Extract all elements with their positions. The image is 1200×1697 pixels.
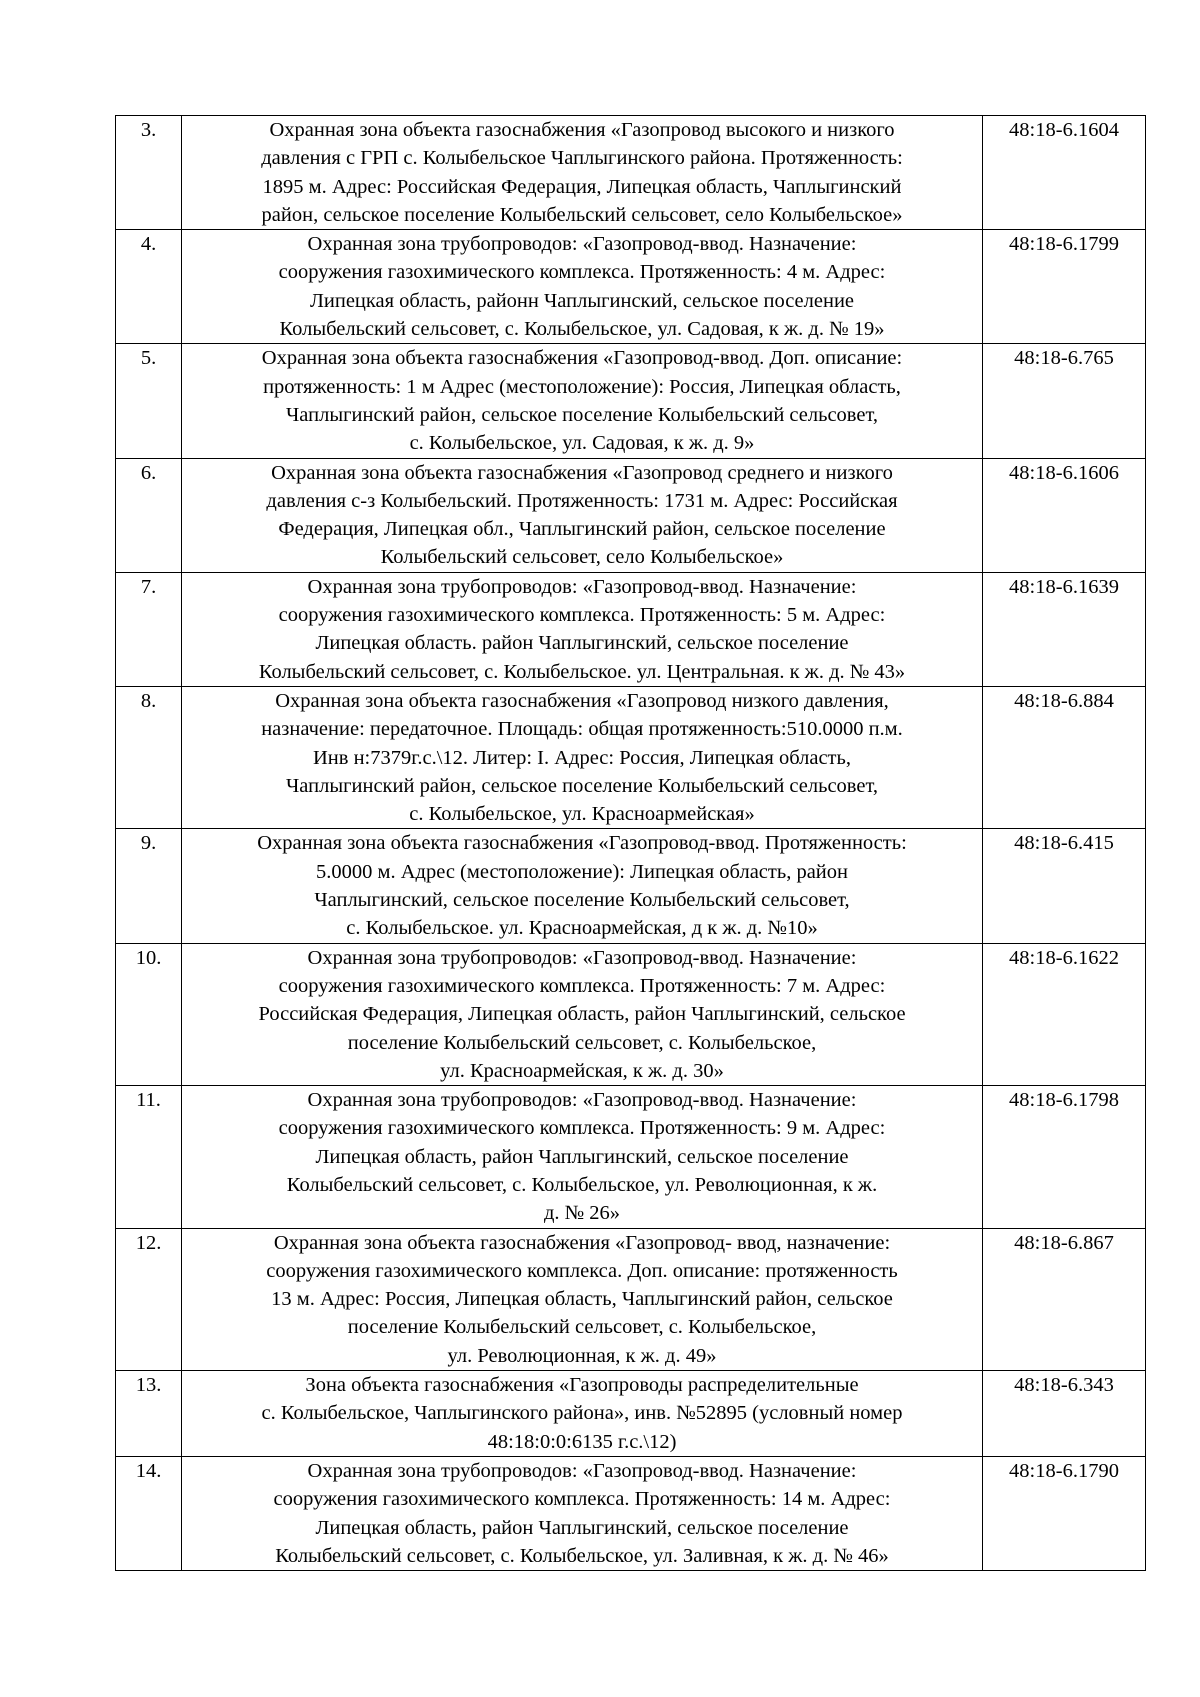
zone-description: Зона объекта газоснабжения «Газопроводы распределительные с. Колыбельское, Чаплыгинского района», инв. №52895 (условный номер 48:18:0:0:6135 г.с.\12): [182, 1371, 983, 1457]
zone-description: Охранная зона объекта газоснабжения «Газопровод-ввод. Доп. описание: протяженность: 1 м Адрес (местоположение): Россия, Липецкая область, Чаплыгинский район, сельское поселение Колыбельский сельсовет, с. Колыбельское, ул. Садовая, к ж. д. 9»: [182, 344, 983, 458]
zone-description: Охранная зона объекта газоснабжения «Газопровод низкого давления, назначение: передаточное. Площадь: общая протяженность:510.0000 п.м. Инв н:7379г.с.\12. Литер: I. Адрес: Россия, Липецкая область, Чаплыгинский район, сельское поселение Колыбельский сельсовет, с. Колыбельское, ул. Красноармейская»: [182, 686, 983, 828]
row-number: 7.: [116, 572, 182, 686]
zone-description: Охранная зона трубопроводов: «Газопровод-ввод. Назначение: сооружения газохимического комплекса. Протяженность: 5 м. Адрес: Липецкая область. район Чаплыгинский, сельское поселение Колыбельский сельсовет, с. Колыбельское. ул. Центральная. к ж. д. № 43»: [182, 572, 983, 686]
registry-number: 48:18-6.415: [983, 829, 1146, 943]
row-number: 6.: [116, 458, 182, 572]
registry-number: 48:18-6.867: [983, 1228, 1146, 1370]
zone-description: Охранная зона объекта газоснабжения «Газопровод- ввод, назначение: сооружения газохимического комплекса. Доп. описание: протяженность 13 м. Адрес: Россия, Липецкая область, Чаплыгинский район, сельское поселение Колыбельский сельсовет, с. Колыбельское, ул. Революционная, к ж. д. 49»: [182, 1228, 983, 1370]
registry-number: 48:18-6.1639: [983, 572, 1146, 686]
row-number: 11.: [116, 1086, 182, 1228]
table-row: [116, 1371, 1146, 1457]
zone-description: Охранная зона трубопроводов: «Газопровод-ввод. Назначение: сооружения газохимического комплекса. Протяженность: 14 м. Адрес: Липецкая область, район Чаплыгинский, сельское поселение Колыбельский сельсовет, с. Колыбельское, ул. Заливная, к ж. д. № 46»: [182, 1456, 983, 1570]
row-number: 9.: [116, 829, 182, 943]
table-row: [116, 116, 1146, 230]
zone-description: Охранная зона объекта газоснабжения «Газопровод среднего и низкого давления с-з Колыбельский. Протяженность: 1731 м. Адрес: Российская Федерация, Липецкая обл., Чаплыгинский район, сельское поселение Колыбельский сельсовет, село Колыбельское»: [182, 458, 983, 572]
zone-description: Охранная зона объекта газоснабжения «Газопровод-ввод. Протяженность: 5.0000 м. Адрес (местоположение): Липецкая область, район Чаплыгинский, сельское поселение Колыбельский сельсовет, с. Колыбельское. ул. Красноармейская, д к ж. д. №10»: [182, 829, 983, 943]
zone-description: Охранная зона трубопроводов: «Газопровод-ввод. Назначение: сооружения газохимического комплекса. Протяженность: 9 м. Адрес: Липецкая область, район Чаплыгинский, сельское поселение Колыбельский сельсовет, с. Колыбельское, ул. Революционная, к ж. д. № 26»: [182, 1086, 983, 1228]
table-row: [116, 1456, 1146, 1570]
table-row: [116, 943, 1146, 1085]
registry-number: 48:18-6.1799: [983, 230, 1146, 344]
registry-number: 48:18-6.1798: [983, 1086, 1146, 1228]
registry-number: 48:18-6.1790: [983, 1456, 1146, 1570]
table-row: [116, 686, 1146, 828]
row-number: 12.: [116, 1228, 182, 1370]
table-row: [116, 230, 1146, 344]
zone-description: Охранная зона трубопроводов: «Газопровод-ввод. Назначение: сооружения газохимического комплекса. Протяженность: 4 м. Адрес: Липецкая область, районн Чаплыгинский, сельское поселение Колыбельский сельсовет, с. Колыбельское, ул. Садовая, к ж. д. № 19»: [182, 230, 983, 344]
row-number: 13.: [116, 1371, 182, 1457]
table-row: [116, 1086, 1146, 1228]
row-number: 5.: [116, 344, 182, 458]
registry-number: 48:18-6.1606: [983, 458, 1146, 572]
table-row: [116, 458, 1146, 572]
row-number: 4.: [116, 230, 182, 344]
table-row: [116, 344, 1146, 458]
row-number: 10.: [116, 943, 182, 1085]
table-row: [116, 1228, 1146, 1370]
zone-description: Охранная зона объекта газоснабжения «Газопровод высокого и низкого давления с ГРП с. Колыбельское Чаплыгинского района. Протяженность: 1895 м. Адрес: Российская Федерация, Липецкая область, Чаплыгинский район, сельское поселение Колыбельский сельсовет, село Колыбельское»: [182, 116, 983, 230]
zones-table: [115, 115, 1146, 1571]
zone-description: Охранная зона трубопроводов: «Газопровод-ввод. Назначение: сооружения газохимического комплекса. Протяженность: 7 м. Адрес: Российская Федерация, Липецкая область, район Чаплыгинский, сельское поселение Колыбельский сельсовет, с. Колыбельское, ул. Красноармейская, к ж. д. 30»: [182, 943, 983, 1085]
table-row: [116, 572, 1146, 686]
row-number: 3.: [116, 116, 182, 230]
registry-number: 48:18-6.884: [983, 686, 1146, 828]
registry-number: 48:18-6.1604: [983, 116, 1146, 230]
row-number: 14.: [116, 1456, 182, 1570]
table-row: [116, 829, 1146, 943]
registry-number: 48:18-6.343: [983, 1371, 1146, 1457]
row-number: 8.: [116, 686, 182, 828]
registry-number: 48:18-6.1622: [983, 943, 1146, 1085]
registry-number: 48:18-6.765: [983, 344, 1146, 458]
